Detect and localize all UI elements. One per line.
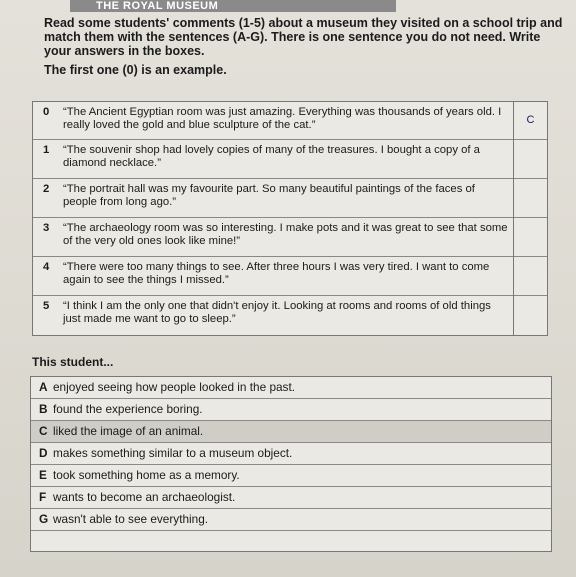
answer-box-3[interactable] — [514, 218, 547, 257]
option-letter: F — [39, 490, 47, 504]
comment-row-5 — [33, 296, 513, 334]
options-table — [30, 376, 552, 552]
comment-text: “There were too many things to see. After three hours I was very tired. I want to come again to see the things I missed.” — [63, 261, 490, 286]
option-text: took something home as a memory. — [53, 468, 240, 482]
comment-number: 5 — [43, 300, 50, 312]
option-letter: E — [39, 468, 47, 482]
comment-number: 0 — [43, 106, 50, 118]
option-row-b — [31, 399, 551, 421]
example-note: The first one (0) is an example. — [44, 63, 227, 77]
option-letter: A — [39, 380, 48, 394]
comment-text: “The souvenir shop had lovely copies of many of the treasures. I bought a copy of a diamond necklace.” — [63, 144, 480, 169]
answer-column — [513, 102, 547, 335]
option-text: enjoyed seeing how people looked in the past. — [53, 380, 296, 394]
comment-row-0 — [33, 102, 513, 140]
comment-text: “The Ancient Egyptian room was just amazing. Everything was thousands of years old. I really loved the gold and blue sculpture of the cat.” — [63, 106, 502, 131]
comment-number: 4 — [43, 261, 50, 273]
comment-number: 2 — [43, 183, 50, 195]
option-letter: D — [39, 446, 48, 460]
section-heading: THE ROYAL MUSEUM — [70, 0, 396, 12]
option-letter: G — [39, 512, 49, 526]
comment-number: 3 — [43, 222, 50, 234]
option-text: wants to become an archaeologist. — [53, 490, 236, 504]
option-text: wasn't able to see everything. — [53, 512, 209, 526]
option-row-g — [31, 509, 551, 531]
comment-row-2 — [33, 179, 513, 218]
answer-box-1[interactable] — [514, 140, 547, 179]
option-text: liked the image of an animal. — [53, 424, 204, 438]
answer-value: C — [526, 114, 535, 126]
answer-box-0[interactable] — [514, 102, 547, 140]
instructions-text: Read some students' comments (1-5) about a museum they visited on a school trip and match them with the sentences (A-G). There is one sentence you do not need. Write your answers in the boxes. — [44, 16, 563, 58]
option-row-f — [31, 487, 551, 509]
answer-box-2[interactable] — [514, 179, 547, 218]
answer-box-4[interactable] — [514, 257, 547, 296]
comments-table — [32, 101, 548, 336]
option-row-e — [31, 465, 551, 487]
student-intro: This student... — [32, 355, 114, 369]
option-text: makes something similar to a museum object. — [53, 446, 293, 460]
comment-row-4 — [33, 257, 513, 296]
answer-box-5[interactable] — [514, 296, 547, 334]
option-letter: C — [39, 424, 48, 438]
comment-text: “I think I am the only one that didn't enjoy it. Looking at rooms and rooms of old things just made me want to go to sleep.” — [63, 300, 491, 325]
comment-row-1 — [33, 140, 513, 179]
option-letter: B — [39, 402, 48, 416]
comment-text: “The portrait hall was my favourite part. So many beautiful paintings of the faces of people from long ago.” — [63, 183, 475, 208]
option-row-d — [31, 443, 551, 465]
comment-text: “The archaeology room was so interesting. I make pots and it was great to see that some of the very old ones look like mine!” — [63, 222, 508, 247]
comment-row-3 — [33, 218, 513, 257]
option-row-a — [31, 377, 551, 399]
comment-number: 1 — [43, 144, 50, 156]
option-text: found the experience boring. — [53, 402, 203, 416]
option-row-c — [31, 421, 551, 443]
